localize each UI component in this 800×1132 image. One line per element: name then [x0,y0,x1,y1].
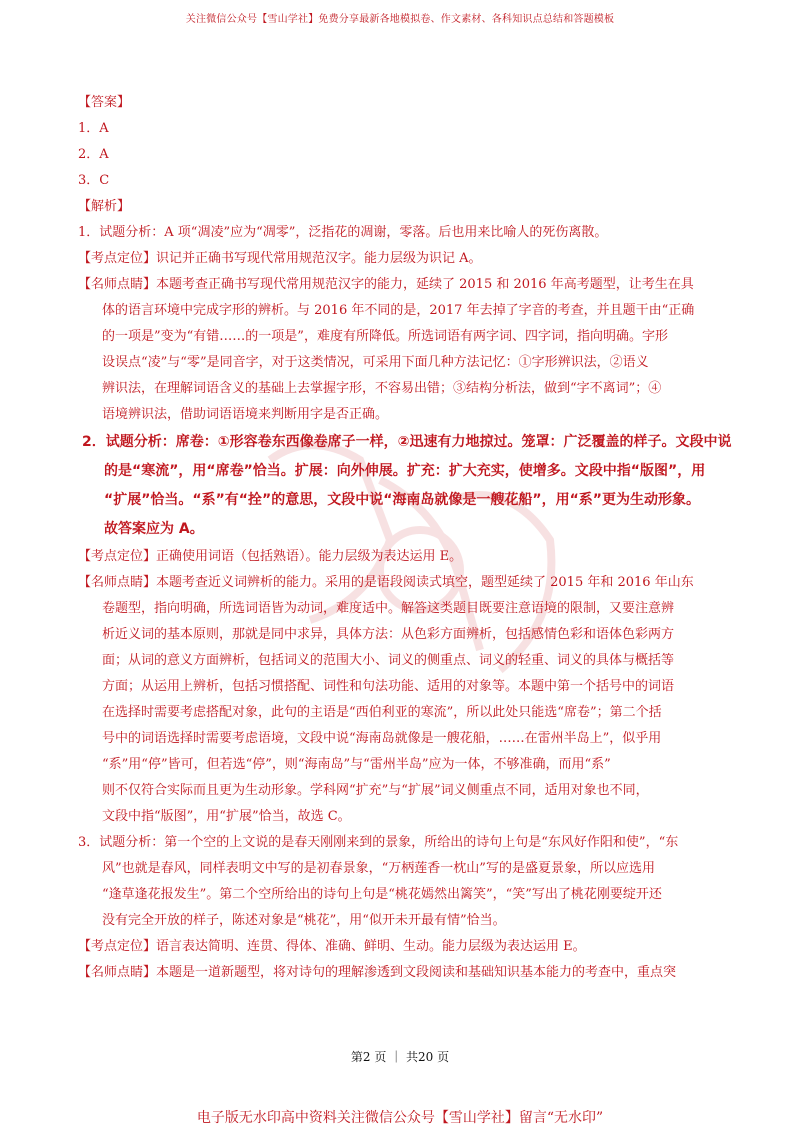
answer-item: 2．A [78,147,109,162]
analysis-line: 故答案应为 A。 [104,521,204,537]
answer-item: 3．C [78,173,110,188]
analysis-line: 设误点“凌”与“零”是同音字，对于这类情况，可采用下面几种方法记忆：①字形辨识法，②语义 [102,355,649,370]
analysis-line: 析近义词的基本原则，那就是同中求异，具体方法：从色彩方面辨析，包括感情色彩和语体色彩两方 [102,627,675,642]
analysis-line: 2．试题分析：席卷：①形容卷东西像卷席子一样，②迅速有力地掠过。笼罩：广泛覆盖的样子。文段中说 [82,434,732,450]
analysis-line: “逢草逢花报发生”。第二个空所给出的诗句上句是“桃花嫣然出篱笑”，“笑”写出了桃花刚要绽开还 [102,887,662,902]
analysis-line: 在选择时需要考虑搭配对象，此句的主语是“西伯利亚的寒流”，所以此处只能选“席卷”；第二个括 [102,705,662,720]
answer-item: 1．A [78,121,109,136]
analysis-line: 体的语言环境中完成字形的辨析。与 2016 年不同的是，2017 年去掉了字音的考查，并且题干由“正确 [102,303,695,318]
analysis-line: “系”用“停”皆可，但若选“停”，则“海南岛”与“雷州半岛”应为一体，不够准确，而用“系” [102,757,611,772]
analysis-line: 面；从词的意义方面辨析，包括词义的范围大小、词义的侧重点、词义的轻重、词义的具体与概括等 [102,653,675,668]
answer-document [78,90,738,986]
page-number: 第2 页 ｜ 共20 页 [350,1050,450,1064]
analysis-line: 辨识法，在理解词语含义的基础上去掌握字形，不容易出错；③结构分析法，做到“字不离词”；④ [102,381,662,396]
analysis-line: 【考点定位】正确使用词语（包括熟语）。能力层级为表达运用 E。 [78,549,463,564]
analysis-line: 【名师点睛】本题考查近义词辨析的能力。采用的是语段阅读式填空，题型延续了 2015 年和 2016 年山东 [78,575,694,590]
analysis-line: 1．试题分析：A 项“凋凌”应为“凋零”，泛指花的凋谢，零落。后也用来比喻人的死伤离散。 [78,225,608,240]
analysis-line: “扩展”恰当。“系”有“拴”的意思，文段中说“海南岛就像是一艘花船”，用“系”更为生动形象。 [104,492,701,508]
analysis-line: 【名师点睛】本题考查正确书写现代常用规范汉字的能力，延续了 2015 和 2016 年高考题型，让考生在具 [78,277,694,292]
page-header: 关注微信公众号【雪山学社】免费分享最新各地模拟卷、作文素材、各科知识点总结和答题模板 [185,14,615,25]
analysis-line: 的一项是”变为“有错……的一项是”，难度有所降低。所选词语有两字词、四字词，指向明确。字形 [102,329,668,344]
page-footer: 电子版无水印高中资料关注微信公众号【雪山学社】留言“无水印” [196,1110,604,1126]
analysis-line: 号中的词语选择时需要考虑语境，文段中说“海南岛就像是一艘花船，……在雷州半岛上”，似乎用 [102,731,662,746]
analysis-line: 方面；从运用上辨析，包括习惯搭配、词性和句法功能、适用的对象等。本题中第一个括号中的词语 [102,679,675,694]
analysis-line: 风”也就是春风，同样表明文中写的是初春景象，“万柄莲香一枕山”写的是盛夏景象，所以应选用 [102,861,655,876]
analysis-heading: 【解析】 [78,199,131,214]
analysis-line: 3．试题分析：第一个空的上文说的是春天刚刚来到的景象，所给出的诗句上句是“东风好作阳和使”，“东 [78,835,679,850]
analysis-line: 【名师点睛】本题是一道新题型，将对诗句的理解渗透到文段阅读和基础知识基本能力的考查中，重点突 [78,965,677,980]
analysis-line: 则不仅符合实际而且更为生动形象。学科网“扩充”与“扩展”词义侧重点不同，适用对象也不同， [102,783,649,798]
analysis-line: 【考点定位】识记并正确书写现代常用规范汉字。能力层级为识记 A。 [78,251,482,266]
analysis-line: 语境辨识法，借助词语语境来判断用字是否正确。 [102,407,389,422]
analysis-line: 卷题型，指向明确，所选词语皆为动词，难度适中。解答这类题目既要注意语境的限制，又要注意辨 [102,601,675,616]
analysis-line: 文段中指“版图”，用“扩展”恰当，故选 C。 [102,809,351,824]
analysis-line: 【考点定位】语言表达简明、连贯、得体、准确、鲜明、生动。能力层级为表达运用 E。 [78,939,586,954]
analysis-line: 的是“寒流”，用“席卷”恰当。扩展：向外伸展。扩充：扩大充实，使增多。文段中指“版图”，用 [104,463,706,479]
answer-heading: 【答案】 [78,95,131,110]
analysis-line: 没有完全开放的样子，陈述对象是“桃花”，用“似开未开最有情”恰当。 [102,913,506,928]
